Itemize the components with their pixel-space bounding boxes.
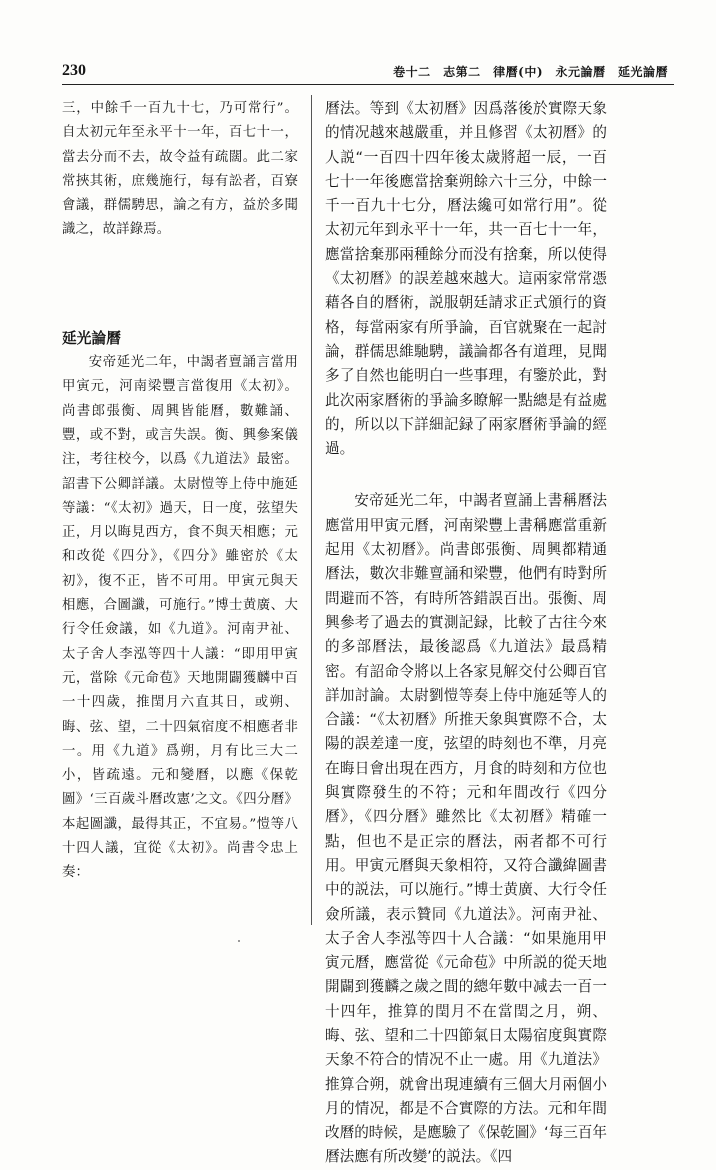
page-number: 230 <box>62 62 86 79</box>
left-column-classical-text <box>62 97 298 886</box>
page-speck <box>238 940 240 942</box>
section-title: 延光論曆 <box>62 329 121 347</box>
left-intro-paragraph: 三，中餘千一百九十七，乃可常行”。自太初元年至永平十一年，百七十一，當去分而不去，故令益有疏闊。此二家常挾其術，庶幾施行，每有訟者，百寮會議，群儒騁思，論之有方，益於多聞識之，故詳錄焉。 <box>62 101 298 238</box>
column-divider <box>311 95 312 925</box>
right-section-paragraph: 安帝延光二年，中謁者亶誦上書稱曆法應當用甲寅元曆，河南梁豐上書稱應當重新起用《太初曆》。尚書郎張衡、周興都精通曆法，數次非難亶誦和梁豐，他們有時對所問避而不答，有時所答錯誤百出。張衡、周興參考了過去的實測記録，比較了古往今來的多部曆法，最後認爲《九道法》最爲精密。有詔命令將以上各家見解交付公卿百官詳加討論。太尉劉愷等奏上侍中施延等人的合議：“《太初曆》所推天象與實際不合，太陽的誤差達一度，弦望的時刻也不準，月亮在晦日會出現在西方，月食的時刻和方位也與實際發生的不符；元和年間改行《四分曆》，《四分曆》雖然比《太初曆》精確一點，但也不是正宗的曆法，兩者都不可行用。甲寅元曆與天象相符，又符合讖緯圖書中的説法，可以施行。”博士黄廣、大行令任僉所議，表示贊同《九道法》。河南尹祉、太子舍人李泓等四十人合議：“如果施用甲寅元曆，應當從《元命苞》中所説的從天地開闢到獲麟之歲之間的總年數中减去一百一十四年，推算的閏月不在當閏之月，朔、晦、弦、望和二十四節氣日太陽宿度與實際天象不符合的情况不止一處。用《九道法》推算合朔，就會出現連續有三個大月兩個小月的情况，都是不合實際的方法。元和年間改曆的時候，是應驗了《保乾圖》‘每三百年曆法應有所改變’的説法。《四 <box>325 492 607 1166</box>
left-spacer <box>62 243 298 327</box>
right-column-translation <box>325 97 607 1170</box>
right-spacer <box>325 461 607 489</box>
right-intro-paragraph: 曆法。等到《太初曆》因爲落後於實際天象的情况越來越嚴重，并且修習《太初曆》的人説“一百四十四年後太歲將超一辰，一百七十一年後應當捨棄朔餘六十三分，中餘一千一百九十七分，曆法纔可如常行用”。從太初元年到永平十一年，共一百七十一年，應當捨棄那兩種餘分而没有捨棄，所以使得《太初曆》的誤差越來越大。這兩家常常憑藉各自的曆術，説服朝廷請求正式頒行的資格，每當兩家有所爭論，百官就聚在一起討論，群儒思維馳騁，議論都各有道理，見聞多了自然也能明白一些事理，有鑒於此，對此次兩家曆術的爭論多瞭解一點總是有益處的，所以以下詳細記録了兩家曆術爭論的經過。 <box>325 100 607 458</box>
running-title: 卷十二 志第二 律曆(中) 永元論曆 延光論曆 <box>393 65 668 79</box>
page-header <box>62 62 674 85</box>
left-section-paragraph: 安帝延光二年，中謁者亶誦言當用甲寅元，河南梁豐言當復用《太初》。尚書郎張衡、周興皆能曆，數難誦、豐，或不對，或言失誤。衡、興參案儀注，考往校今，以爲《九道法》最密。詔書下公卿詳議。太尉愷等上侍中施延等議：“《太初》過天，日一度，弦望失正，月以晦見西方，食不與天相應；元和改從《四分》，《四分》雖密於《太初》，復不正，皆不可用。甲寅元與天相應，合圖讖，可施行。”博士黄廣、大行令任僉議，如《九道》。河南尹祉、太子舍人李泓等四十人議：“即用甲寅元，當除《元命苞》天地開闢獲麟中百一十四歲，推閏月六直其日，或朔、晦、弦、望，二十四氣宿度不相應者非一。用《九道》爲朔，月有比三大二小，皆疏遠。元和變曆，以應《保乾圖》‘三百歲斗曆改憲’之文。《四分曆》本起圖讖，最得其正，不宜易。”愷等八十四人議，宜從《太初》。尚書令忠上奏： <box>62 355 298 881</box>
